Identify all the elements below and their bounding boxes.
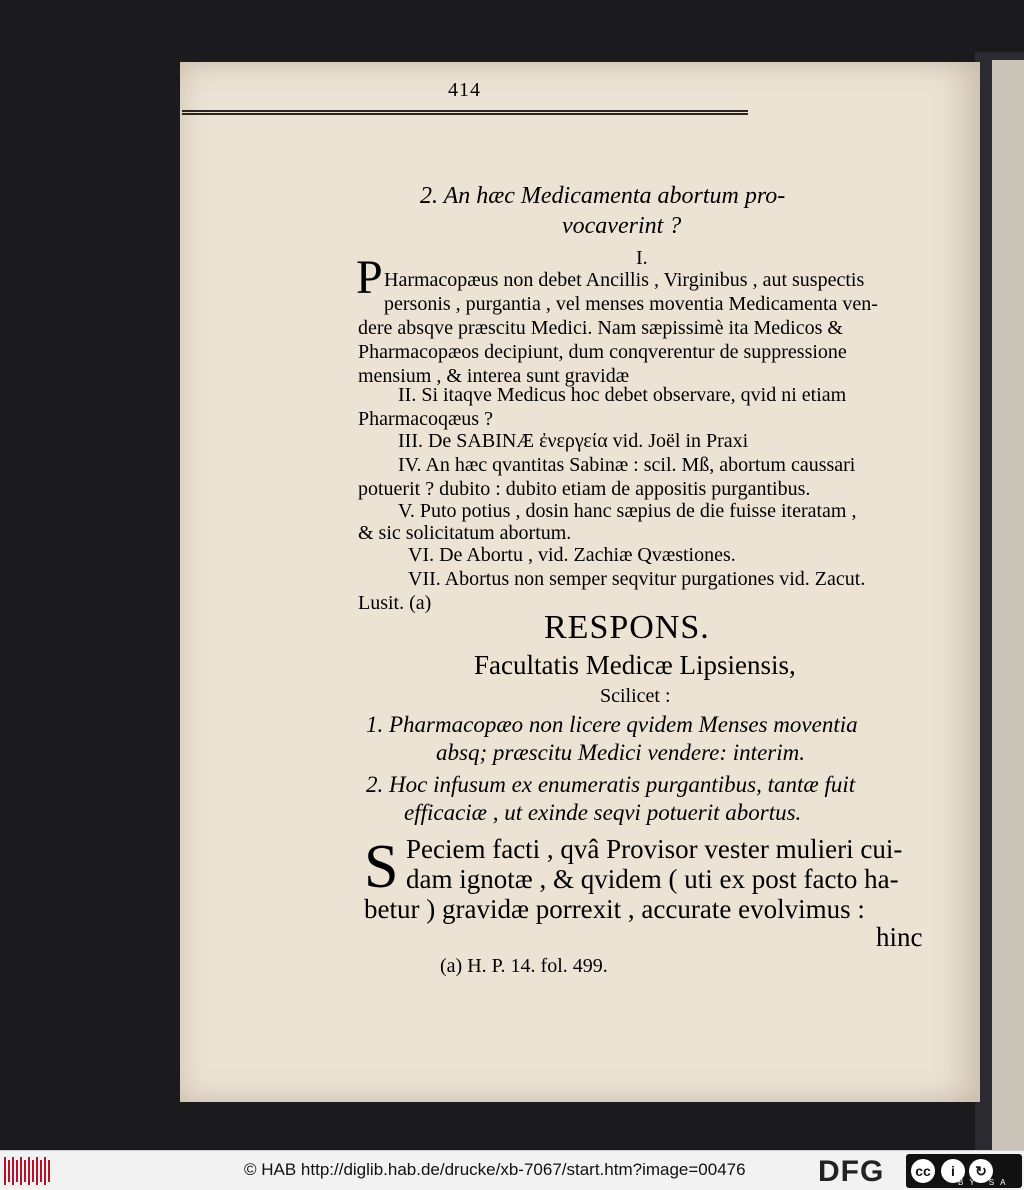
footnote: (a) H. P. 14. fol. 499. <box>440 955 608 977</box>
point-line: Lusit. (a) <box>358 592 432 614</box>
license-labels: BY SA <box>958 1178 1012 1187</box>
point-line: VII. Abortus non semper seqvitur purgationes vid. Zacut. <box>408 568 866 590</box>
point-line: II. Si itaqve Medicus hoc debet observare, qvid ni etiam <box>398 384 847 406</box>
faculty-heading: Facultatis Medicæ Lipsiensis, <box>474 650 796 680</box>
paragraph-line: personis , purgantia , vel menses moventia Medicamenta ven- <box>384 293 878 315</box>
point-line: potuerit ? dubito : dubito etiam de appositis purgantibus. <box>358 478 811 500</box>
header-rule <box>182 110 748 115</box>
drop-cap-s: S <box>364 833 399 901</box>
paragraph-line: Harmacopæus non debet Ancillis , Virginibus , aut suspectis <box>384 269 865 291</box>
paragraph-line: mensium , & interea sunt gravidæ <box>358 365 630 387</box>
point-line: VI. De Abortu , vid. Zachiæ Qvæstiones. <box>408 544 736 566</box>
question-heading-line-1: 2. An hæc Medicamenta abortum pro- <box>420 183 786 209</box>
point-line: IV. An hæc qvantitas Sabinæ : scil. Mß, abortum caussari <box>398 454 856 476</box>
point-line: III. De SABINÆ ἐνεργεία vid. Joël in Praxi <box>398 430 749 452</box>
respons-title: RESPONS. <box>544 609 710 646</box>
drop-cap-p: P <box>356 251 383 304</box>
share-alike-icon: ↻ <box>969 1159 993 1183</box>
point-line: V. Puto potius , dosin hanc sæpius de die fuisse iteratam , <box>398 500 857 522</box>
answer-line: 2. Hoc infusum ex enumeratis purgantibus, tantæ fuit <box>366 772 856 797</box>
paragraph-line: dere absqve præscitu Medici. Nam sæpissimè ita Medicos & <box>358 317 843 339</box>
hab-logo-icon[interactable] <box>4 1157 50 1185</box>
question-heading-line-2: vocaverint ? <box>562 213 682 239</box>
closing-line: betur ) gravidæ porrexit , accurate evolvimus : <box>364 894 865 924</box>
dfg-logo[interactable]: DFG <box>818 1155 885 1188</box>
cc-icon: cc <box>909 1157 937 1185</box>
page-number: 414 <box>448 79 481 101</box>
point-line: Pharmacoqæus ? <box>358 408 493 430</box>
attribution-icon: i <box>941 1159 965 1183</box>
scilicet-label: Scilicet : <box>600 685 671 707</box>
point-line: & sic solicitatum abortum. <box>358 522 572 544</box>
closing-line: dam ignotæ , & qvidem ( uti ex post facto ha- <box>406 864 899 894</box>
viewer-footer <box>0 1150 1024 1190</box>
answer-line: efficaciæ , ut exinde seqvi potuerit abortus. <box>404 800 802 825</box>
source-link[interactable]: © HAB http://diglib.hab.de/drucke/xb-7067/start.htm?image=00476 <box>244 1160 746 1179</box>
answer-line: 1. Pharmacopæo non licere qvidem Menses moventia <box>366 712 858 737</box>
paragraph-line: Pharmacopæos decipiunt, dum conqverentur de suppressione <box>358 341 847 363</box>
section-numeral: I. <box>636 247 648 269</box>
answer-line: absq; præscitu Medici vendere: interim. <box>436 740 805 765</box>
catchword: hinc <box>876 922 923 952</box>
adjacent-page-edge <box>992 60 1024 1150</box>
closing-line: Peciem facti , qvâ Provisor vester mulieri cui- <box>406 834 903 864</box>
